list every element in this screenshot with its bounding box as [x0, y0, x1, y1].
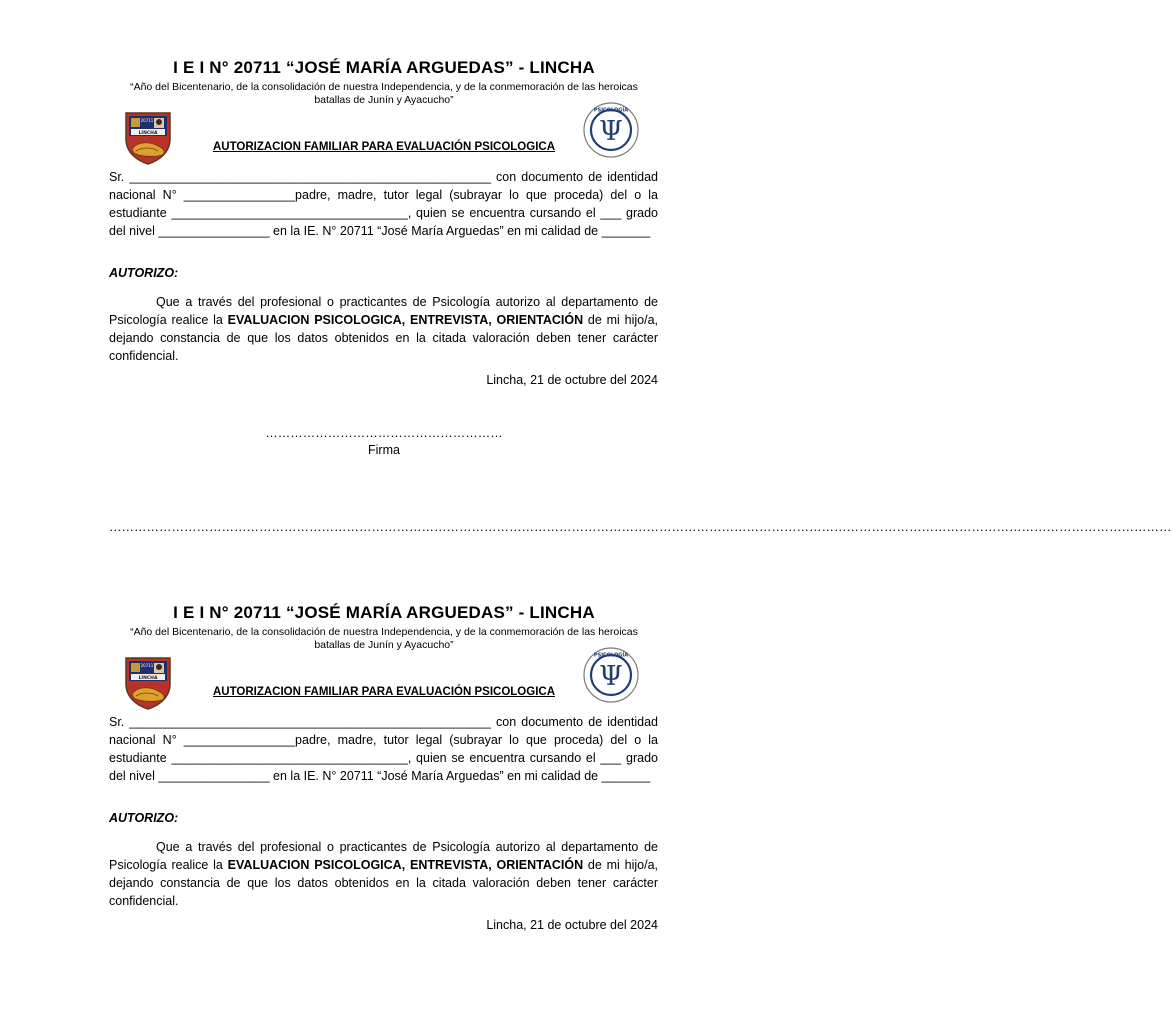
school-crest-logo [120, 109, 176, 165]
crest-number: 20711 [140, 663, 154, 668]
authorization-paragraph [109, 293, 658, 365]
school-title: I E I N° 20711 “JOSÉ MARÍA ARGUEDAS” - LINCHA [173, 58, 595, 77]
psy-logo-text: PSICOLOGÍA [593, 107, 629, 114]
school-crest-logo [120, 654, 176, 710]
cut-line: ………………………………………………………………………………………………………………………………………………………………………………………………………………………………… [109, 520, 1172, 534]
authorization-form-copy-1 [0, 50, 768, 457]
svg-text:Ψ: Ψ [599, 661, 623, 692]
document-heading: AUTORIZACION FAMILIAR PARA EVALUACIÓN PSICOLOGICA [212, 141, 556, 153]
intro-paragraph: Sr. ____________________________________________________ con documento de identidad nacional N° ________________padre, madre, tutor legal (subrayar lo que proceda) del o la estudiante __________________________________, quien se encuentra cursando el ___ grado del nivel ________________ en la IE. N° 20711 “José María Arguedas” en mi calidad de _______ [109, 715, 658, 783]
auth-text-part: de mi hijo/a, dejando constancia de que los datos obtenidos en la citada valoración deben tener carácter confidencial. [109, 313, 658, 363]
autorizo-label: AUTORIZO: [109, 811, 179, 825]
psy-logo-text: PSICOLOGÍA [593, 652, 629, 659]
autorizo-label: AUTORIZO: [109, 266, 179, 280]
school-title: I E I N° 20711 “JOSÉ MARÍA ARGUEDAS” - LINCHA [173, 603, 595, 622]
auth-text-part: de mi hijo/a, dejando constancia de que los datos obtenidos en la citada valoración deben tener carácter confidencial. [109, 858, 658, 908]
svg-text:Ψ: Ψ [599, 116, 623, 147]
authorization-form-copy-2 [0, 595, 768, 995]
year-motto: “Año del Bicentenario, de la consolidación de nuestra Independencia, y de la conmemoración de las heroicas batallas de Junín y Ayacucho” [130, 81, 638, 106]
crest-number: 20711 [140, 118, 154, 123]
signature-label: Firma [368, 443, 400, 457]
signature-line: ………………………………………………… [265, 426, 503, 440]
crest-text: LINCHA [138, 676, 158, 681]
place-date: Lincha, 21 de octubre del 2024 [486, 373, 658, 387]
year-motto: “Año del Bicentenario, de la consolidación de nuestra Independencia, y de la conmemoración de las heroicas batallas de Junín y Ayacucho” [130, 626, 638, 651]
authorization-paragraph [109, 838, 658, 910]
crest-text: LINCHA [138, 131, 158, 136]
document-heading: AUTORIZACION FAMILIAR PARA EVALUACIÓN PSICOLOGICA [212, 686, 556, 698]
auth-text-bold: EVALUACION PSICOLOGICA, ENTREVISTA, ORIENTACIÓN [227, 313, 584, 327]
auth-text-part: Que a través del profesional o practicantes de Psicología autorizo al departamento de Psicología realice la [109, 840, 658, 872]
intro-paragraph: Sr. ____________________________________________________ con documento de identidad nacional N° ________________padre, madre, tutor legal (subrayar lo que proceda) del o la estudiante __________________________________, quien se encuentra cursando el ___ grado del nivel ________________ en la IE. N° 20711 “José María Arguedas” en mi calidad de _______ [109, 170, 658, 238]
auth-text-part: Que a través del profesional o practicantes de Psicología autorizo al departamento de Psicología realice la [109, 295, 658, 327]
auth-text-bold: EVALUACION PSICOLOGICA, ENTREVISTA, ORIENTACIÓN [227, 858, 584, 872]
place-date: Lincha, 21 de octubre del 2024 [486, 918, 658, 932]
